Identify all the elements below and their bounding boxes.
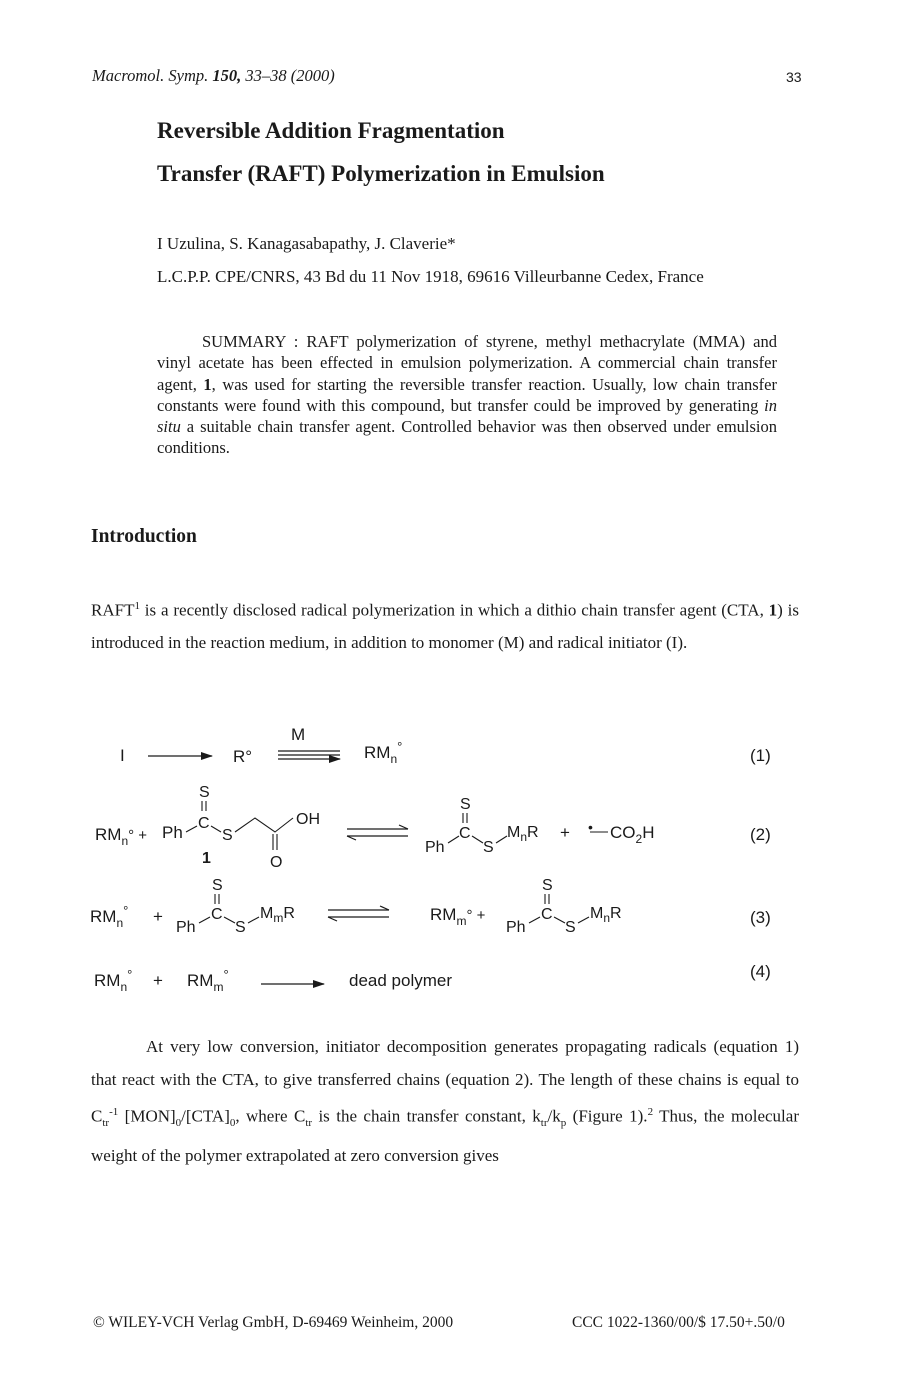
radical-dot: • (588, 819, 593, 835)
bond (554, 917, 565, 923)
compound-ref: 1 (768, 600, 778, 620)
radical-label: R° (233, 747, 253, 766)
summary-italic: in situ (157, 395, 777, 437)
carbon-label: C (541, 906, 553, 923)
propagating-radical: $RM_n^\circ$ + (95, 825, 148, 848)
intro-text: is a recently disclosed radical polymerization in which a dithio chain transfer agent (CTA, (139, 600, 769, 620)
intro-text: ) is introduced in the reaction medium, in addition to monomer (M) and radical initiator (I). (91, 600, 799, 653)
carbon-label: C (198, 815, 210, 832)
plus-sign: + (560, 823, 570, 842)
propagating-radical: $RM_m^\circ$ (187, 967, 229, 994)
equation-number: (2) (750, 825, 771, 844)
journal-citation (92, 66, 335, 86)
subscript: 0 (229, 1117, 236, 1130)
carbon-label: C (459, 825, 471, 842)
bond (211, 826, 221, 832)
carbon-label: C (211, 906, 223, 923)
equation-number: (1) (750, 746, 771, 765)
equation-3 (90, 877, 771, 936)
subscript: 0 (175, 1117, 182, 1130)
propagating-radical: $RM_n^\circ$ (364, 739, 403, 766)
equation-number: (4) (750, 962, 771, 981)
plus-sign: + (153, 907, 163, 926)
sulfur-label: S (235, 919, 246, 936)
sulfur-label: S (565, 919, 576, 936)
sulfur-label: S (460, 796, 471, 813)
plus-sign: + (153, 971, 163, 990)
summary-abstract (157, 331, 777, 459)
body-text: Thus, the molecular weight of the polymer extrapolated at zero conversion gives (91, 1106, 799, 1165)
superscript: -1 (109, 1106, 119, 1118)
phenyl-label: Ph (176, 919, 196, 936)
journal-name: Macromol. Symp. (92, 66, 209, 85)
summary-label: SUMMARY : (202, 332, 307, 351)
sulfur-label: S (222, 827, 233, 844)
sulfur-label: S (199, 784, 210, 801)
equation-1 (120, 725, 771, 766)
bond (496, 836, 507, 843)
copyright-footer: © WILEY-VCH Verlag GmbH, D-69469 Weinheim, 2000 (93, 1314, 454, 1331)
bond (448, 836, 459, 843)
equation-number: (3) (750, 908, 771, 927)
equation-4 (94, 962, 771, 994)
subscript: tr (305, 1117, 313, 1130)
section-heading: Introduction (91, 526, 197, 547)
ccc-code-footer: CCC 1022-1360/00/$ 17.50+.50/0 (572, 1314, 785, 1331)
subscript: p (560, 1117, 567, 1130)
summary-text: RAFT polymerization of styrene, methyl methacrylate (MMA) and vinyl acetate has been effected in emulsion polymerization. A commercial chain transfer agent, (157, 332, 777, 394)
raft-term: RAFT (91, 600, 135, 620)
chain-bonds (235, 818, 293, 832)
page-number: 33 (786, 69, 802, 85)
subscript: tr (540, 1117, 548, 1130)
hydroxyl-label: OH (296, 811, 320, 828)
propagating-radical: $RM_m^\circ$ + (430, 905, 486, 928)
phenyl-label: Ph (506, 919, 526, 936)
polymer-chain-label: $M_mR$ (260, 905, 295, 925)
affiliation: L.C.P.P. CPE/CNRS, 43 Bd du 11 Nov 1918, 69616 Villeurbanne Cedex, France (157, 267, 704, 286)
subscript: tr (102, 1117, 110, 1130)
bond (224, 917, 235, 923)
oxygen-label: O (270, 854, 283, 871)
phenyl-label: Ph (425, 839, 445, 856)
propagating-radical: $RM_n^\circ$ (94, 967, 133, 994)
polymer-chain-label: $M_nR$ (507, 824, 539, 844)
bond (578, 917, 589, 923)
summary-text: , was used for starting the reversible transfer reaction. Usually, low chain transfer constants were found with this compound, but transfer could be improved by generating (157, 374, 777, 415)
sulfur-label: S (212, 877, 223, 894)
phenyl-label: Ph (162, 823, 183, 842)
body-text: At very low conversion, initiator decomposition generates propagating radicals (equation 1) that react with the CTA, to give transferred chains (equation 2). The length of these chains is equal to C (91, 1037, 799, 1126)
title-line-2: Transfer (RAFT) Polymerization in Emulsion (157, 161, 605, 186)
reference-sup: 1 (134, 600, 140, 612)
body-text: /[CTA] (181, 1106, 230, 1126)
propagating-radical: $RM_n^\circ$ (90, 903, 129, 930)
sulfur-label: S (483, 839, 494, 856)
reaction-scheme (0, 710, 903, 1010)
sulfur-label: S (542, 877, 553, 894)
authors: I Uzulina, S. Kanagasabapathy, J. Claverie* (157, 234, 456, 253)
summary-compound-ref: 1 (203, 374, 212, 394)
reference-sup: 2 (647, 1106, 654, 1118)
bond (199, 917, 210, 923)
title-line-1: Reversible Addition Fragmentation (157, 118, 505, 143)
carboxyl-label: $CO_2H$ (610, 823, 655, 846)
monomer-label: M (291, 725, 306, 744)
body-text: is the chain transfer constant, k (312, 1106, 541, 1126)
journal-pages: 33–38 (2000) (245, 66, 335, 85)
journal-volume: 150, (212, 66, 242, 85)
intro-paragraph (91, 590, 799, 660)
body-text: (Figure 1). (566, 1106, 648, 1126)
body-paragraph (91, 1031, 799, 1172)
equation-2 (95, 784, 771, 871)
polymer-chain-label: $M_nR$ (590, 905, 622, 925)
body-text: /k (547, 1106, 561, 1126)
bond (472, 836, 483, 843)
bond (186, 826, 197, 832)
bond (248, 917, 259, 923)
summary-text: a suitable chain transfer agent. Controlled behavior was then observed under emulsion conditions. (157, 417, 777, 458)
initiator-label: I (120, 746, 125, 765)
body-text: , where C (235, 1106, 306, 1126)
compound-label: 1 (202, 850, 211, 867)
bond (529, 917, 540, 923)
product-label: dead polymer (349, 971, 453, 990)
body-text: [MON] (118, 1106, 176, 1126)
